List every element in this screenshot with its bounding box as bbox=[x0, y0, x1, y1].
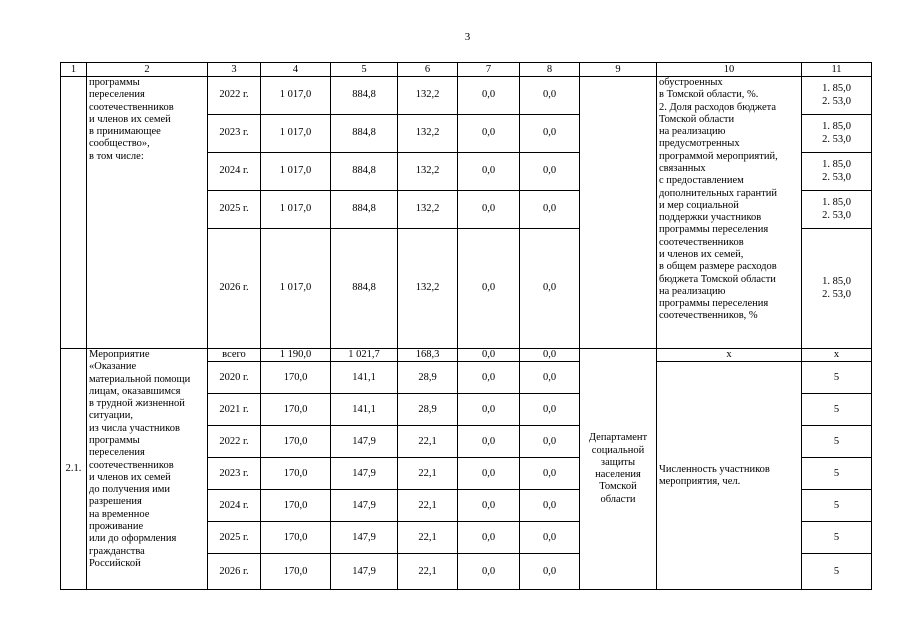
indicator-value: 5 bbox=[802, 394, 872, 426]
block1-name: программы переселения соотечественников и членов их семей в принимающее сообщество», в том числе: bbox=[87, 77, 208, 349]
other-cell: 0,0 bbox=[520, 362, 580, 394]
regional-cell: 22,1 bbox=[398, 490, 458, 522]
regional-cell: 132,2 bbox=[398, 115, 458, 153]
year-cell: 2022 г. bbox=[208, 77, 261, 115]
other-cell: 0,0 bbox=[520, 153, 580, 191]
total-cell: 170,0 bbox=[261, 458, 331, 490]
local-cell: 0,0 bbox=[458, 77, 520, 115]
table-row bbox=[61, 349, 872, 362]
other-cell: 0,0 bbox=[520, 522, 580, 554]
year-cell: всего bbox=[208, 349, 261, 362]
other-cell: 0,0 bbox=[520, 458, 580, 490]
regional-cell: 132,2 bbox=[398, 229, 458, 349]
total-cell: 170,0 bbox=[261, 362, 331, 394]
other-cell: 0,0 bbox=[520, 394, 580, 426]
col-header-10: 10 bbox=[657, 63, 802, 77]
indicator-value: 5 bbox=[802, 490, 872, 522]
indicator-value: 5 bbox=[802, 522, 872, 554]
local-cell: 0,0 bbox=[458, 490, 520, 522]
col-header-5: 5 bbox=[331, 63, 398, 77]
federal-cell: 147,9 bbox=[331, 490, 398, 522]
federal-cell: 147,9 bbox=[331, 522, 398, 554]
other-cell: 0,0 bbox=[520, 554, 580, 590]
regional-cell: 22,1 bbox=[398, 522, 458, 554]
indicator-value: 5 bbox=[802, 554, 872, 590]
year-cell: 2024 г. bbox=[208, 490, 261, 522]
indicator-values: 1. 85,0 2. 53,0 bbox=[802, 229, 872, 349]
indicator-value-placeholder: x bbox=[802, 349, 872, 362]
local-cell: 0,0 bbox=[458, 229, 520, 349]
federal-cell: 884,8 bbox=[331, 77, 398, 115]
local-cell: 0,0 bbox=[458, 362, 520, 394]
local-cell: 0,0 bbox=[458, 522, 520, 554]
other-cell: 0,0 bbox=[520, 229, 580, 349]
local-cell: 0,0 bbox=[458, 191, 520, 229]
total-cell: 1 017,0 bbox=[261, 191, 331, 229]
total-cell: 1 017,0 bbox=[261, 153, 331, 191]
regional-cell: 28,9 bbox=[398, 394, 458, 426]
regional-cell: 22,1 bbox=[398, 554, 458, 590]
local-cell: 0,0 bbox=[458, 349, 520, 362]
regional-cell: 132,2 bbox=[398, 153, 458, 191]
year-cell: 2025 г. bbox=[208, 522, 261, 554]
regional-cell: 132,2 bbox=[398, 191, 458, 229]
total-cell: 170,0 bbox=[261, 394, 331, 426]
indicator-value: 5 bbox=[802, 362, 872, 394]
year-cell: 2024 г. bbox=[208, 153, 261, 191]
col-header-8: 8 bbox=[520, 63, 580, 77]
block1-number-cell bbox=[61, 77, 87, 349]
other-cell: 0,0 bbox=[520, 490, 580, 522]
indicator-values: 1. 85,0 2. 53,0 bbox=[802, 115, 872, 153]
block2-number: 2.1. bbox=[61, 349, 87, 590]
year-cell: 2023 г. bbox=[208, 115, 261, 153]
total-cell: 170,0 bbox=[261, 426, 331, 458]
total-cell: 170,0 bbox=[261, 554, 331, 590]
federal-cell: 884,8 bbox=[331, 229, 398, 349]
indicator-values: 1. 85,0 2. 53,0 bbox=[802, 191, 872, 229]
other-cell: 0,0 bbox=[520, 77, 580, 115]
indicator-placeholder: x bbox=[657, 349, 802, 362]
total-cell: 170,0 bbox=[261, 522, 331, 554]
other-cell: 0,0 bbox=[520, 426, 580, 458]
block1-executor-cell bbox=[580, 77, 657, 349]
other-cell: 0,0 bbox=[520, 115, 580, 153]
year-cell: 2021 г. bbox=[208, 394, 261, 426]
indicator-values: 1. 85,0 2. 53,0 bbox=[802, 153, 872, 191]
other-cell: 0,0 bbox=[520, 349, 580, 362]
column-number-row bbox=[61, 63, 872, 77]
block2-indicator: Численность участников мероприятия, чел. bbox=[657, 362, 802, 590]
year-cell: 2022 г. bbox=[208, 426, 261, 458]
year-cell: 2026 г. bbox=[208, 229, 261, 349]
indicator-value: 5 bbox=[802, 458, 872, 490]
year-cell: 2023 г. bbox=[208, 458, 261, 490]
regional-cell: 28,9 bbox=[398, 362, 458, 394]
year-cell: 2026 г. bbox=[208, 554, 261, 590]
block1-indicator: обустроенных в Томской области, %. 2. Доля расходов бюджета Томской области на реализацию предусмотренных программой мероприятий, связанных с предоставлением дополнительных гарантий и мер социальной поддержки участников программы переселения соотечественников и членов их семей, в общем размере расходов бюджета Томской области на реализацию программы переселения соотечественников, % bbox=[657, 77, 802, 349]
local-cell: 0,0 bbox=[458, 115, 520, 153]
program-table bbox=[60, 62, 872, 590]
regional-cell: 22,1 bbox=[398, 458, 458, 490]
indicator-value: 5 bbox=[802, 426, 872, 458]
total-cell: 1 017,0 bbox=[261, 115, 331, 153]
federal-cell: 884,8 bbox=[331, 191, 398, 229]
local-cell: 0,0 bbox=[458, 394, 520, 426]
col-header-6: 6 bbox=[398, 63, 458, 77]
federal-cell: 141,1 bbox=[331, 362, 398, 394]
block2-executor: Департамент социальной защиты населения Томской области bbox=[580, 349, 657, 590]
col-header-4: 4 bbox=[261, 63, 331, 77]
col-header-2: 2 bbox=[87, 63, 208, 77]
col-header-1: 1 bbox=[61, 63, 87, 77]
federal-cell: 884,8 bbox=[331, 115, 398, 153]
federal-cell: 1 021,7 bbox=[331, 349, 398, 362]
federal-cell: 147,9 bbox=[331, 554, 398, 590]
col-header-9: 9 bbox=[580, 63, 657, 77]
federal-cell: 147,9 bbox=[331, 426, 398, 458]
regional-cell: 168,3 bbox=[398, 349, 458, 362]
local-cell: 0,0 bbox=[458, 153, 520, 191]
total-cell: 1 017,0 bbox=[261, 229, 331, 349]
total-cell: 1 190,0 bbox=[261, 349, 331, 362]
local-cell: 0,0 bbox=[458, 458, 520, 490]
local-cell: 0,0 bbox=[458, 426, 520, 458]
year-cell: 2025 г. bbox=[208, 191, 261, 229]
federal-cell: 884,8 bbox=[331, 153, 398, 191]
regional-cell: 22,1 bbox=[398, 426, 458, 458]
col-header-11: 11 bbox=[802, 63, 872, 77]
col-header-3: 3 bbox=[208, 63, 261, 77]
block2-name: Мероприятие «Оказание материальной помощи лицам, оказавшимся в трудной жизненной ситуации, из числа участников программы переселения соотечественников и членов их семей до получения ими разрешения на временное проживание или до оформления гражданства Российской bbox=[87, 349, 208, 590]
total-cell: 1 017,0 bbox=[261, 77, 331, 115]
regional-cell: 132,2 bbox=[398, 77, 458, 115]
table-row bbox=[61, 77, 872, 115]
col-header-7: 7 bbox=[458, 63, 520, 77]
federal-cell: 147,9 bbox=[331, 458, 398, 490]
total-cell: 170,0 bbox=[261, 490, 331, 522]
local-cell: 0,0 bbox=[458, 554, 520, 590]
page-number: 3 bbox=[464, 31, 471, 43]
indicator-values: 1. 85,0 2. 53,0 bbox=[802, 77, 872, 115]
other-cell: 0,0 bbox=[520, 191, 580, 229]
year-cell: 2020 г. bbox=[208, 362, 261, 394]
federal-cell: 141,1 bbox=[331, 394, 398, 426]
